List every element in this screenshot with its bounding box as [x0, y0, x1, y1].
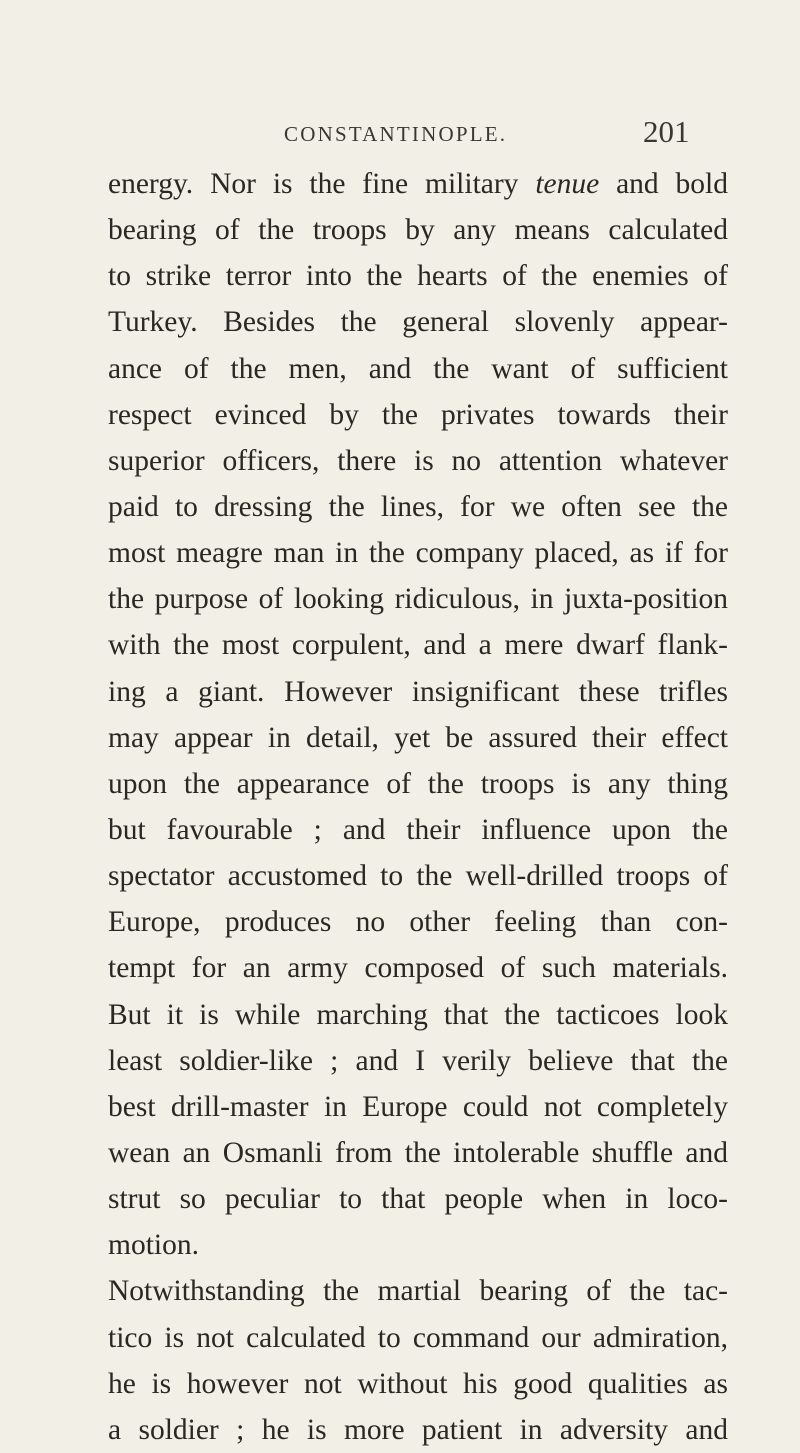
- text-line: respect evinced by the privates towards their: [108, 398, 728, 431]
- text-line: ance of the men, and the want of sufficient: [108, 352, 728, 385]
- text-line: least soldier-like ; and I verily believe that the: [108, 1044, 728, 1077]
- paragraph-start-line: Notwithstanding the martial bearing of the tac-: [108, 1275, 728, 1308]
- text-line: most meagre man in the company placed, as if for: [108, 537, 728, 570]
- text-line: a soldier ; he is more patient in adversity and: [108, 1413, 728, 1446]
- text-line: strut so peculiar to that people when in loco-: [108, 1183, 728, 1216]
- text-line: the purpose of looking ridiculous, in juxta-position: [108, 583, 728, 616]
- paragraph-end-line: motion.: [108, 1229, 199, 1262]
- text-line: upon the appearance of the troops is any thing: [108, 767, 728, 800]
- body-text: [108, 161, 728, 1453]
- text-line: he is however not without his good qualities as: [108, 1367, 728, 1400]
- text-line: wean an Osmanli from the intolerable shuffle and: [108, 1136, 728, 1169]
- running-head: [0, 114, 800, 154]
- text-line: tempt for an army composed of such materials.: [108, 952, 728, 985]
- text-line: paid to dressing the lines, for we often see the: [108, 490, 728, 523]
- text-line: energy. Nor is the fine military tenue and bold: [108, 168, 728, 200]
- text-line: may appear in detail, yet be assured their effect: [108, 721, 728, 754]
- text-line: But it is while marching that the tacticoes look: [108, 998, 728, 1031]
- text-line: with the most corpulent, and a mere dwarf flank-: [108, 629, 728, 662]
- text-line: best drill-master in Europe could not completely: [108, 1090, 728, 1123]
- text-line: superior officers, there is no attention whatever: [108, 444, 728, 477]
- text-line: spectator accustomed to the well-drilled troops of: [108, 860, 728, 893]
- text-line: tico is not calculated to command our admiration,: [108, 1321, 728, 1354]
- running-head-title: CONSTANTINOPLE.: [284, 122, 508, 146]
- text-line: to strike terror into the hearts of the enemies of: [108, 260, 728, 293]
- page-number: 201: [643, 114, 690, 149]
- text-line: bearing of the troops by any means calculated: [108, 214, 728, 247]
- text-line: Europe, produces no other feeling than con-: [108, 906, 728, 939]
- text-line: ing a giant. However insignificant these trifles: [108, 675, 728, 708]
- italic-word: tenue: [535, 168, 600, 200]
- text-line: Turkey. Besides the general slovenly appear-: [108, 306, 728, 339]
- text-line: but favourable ; and their influence upon the: [108, 813, 728, 846]
